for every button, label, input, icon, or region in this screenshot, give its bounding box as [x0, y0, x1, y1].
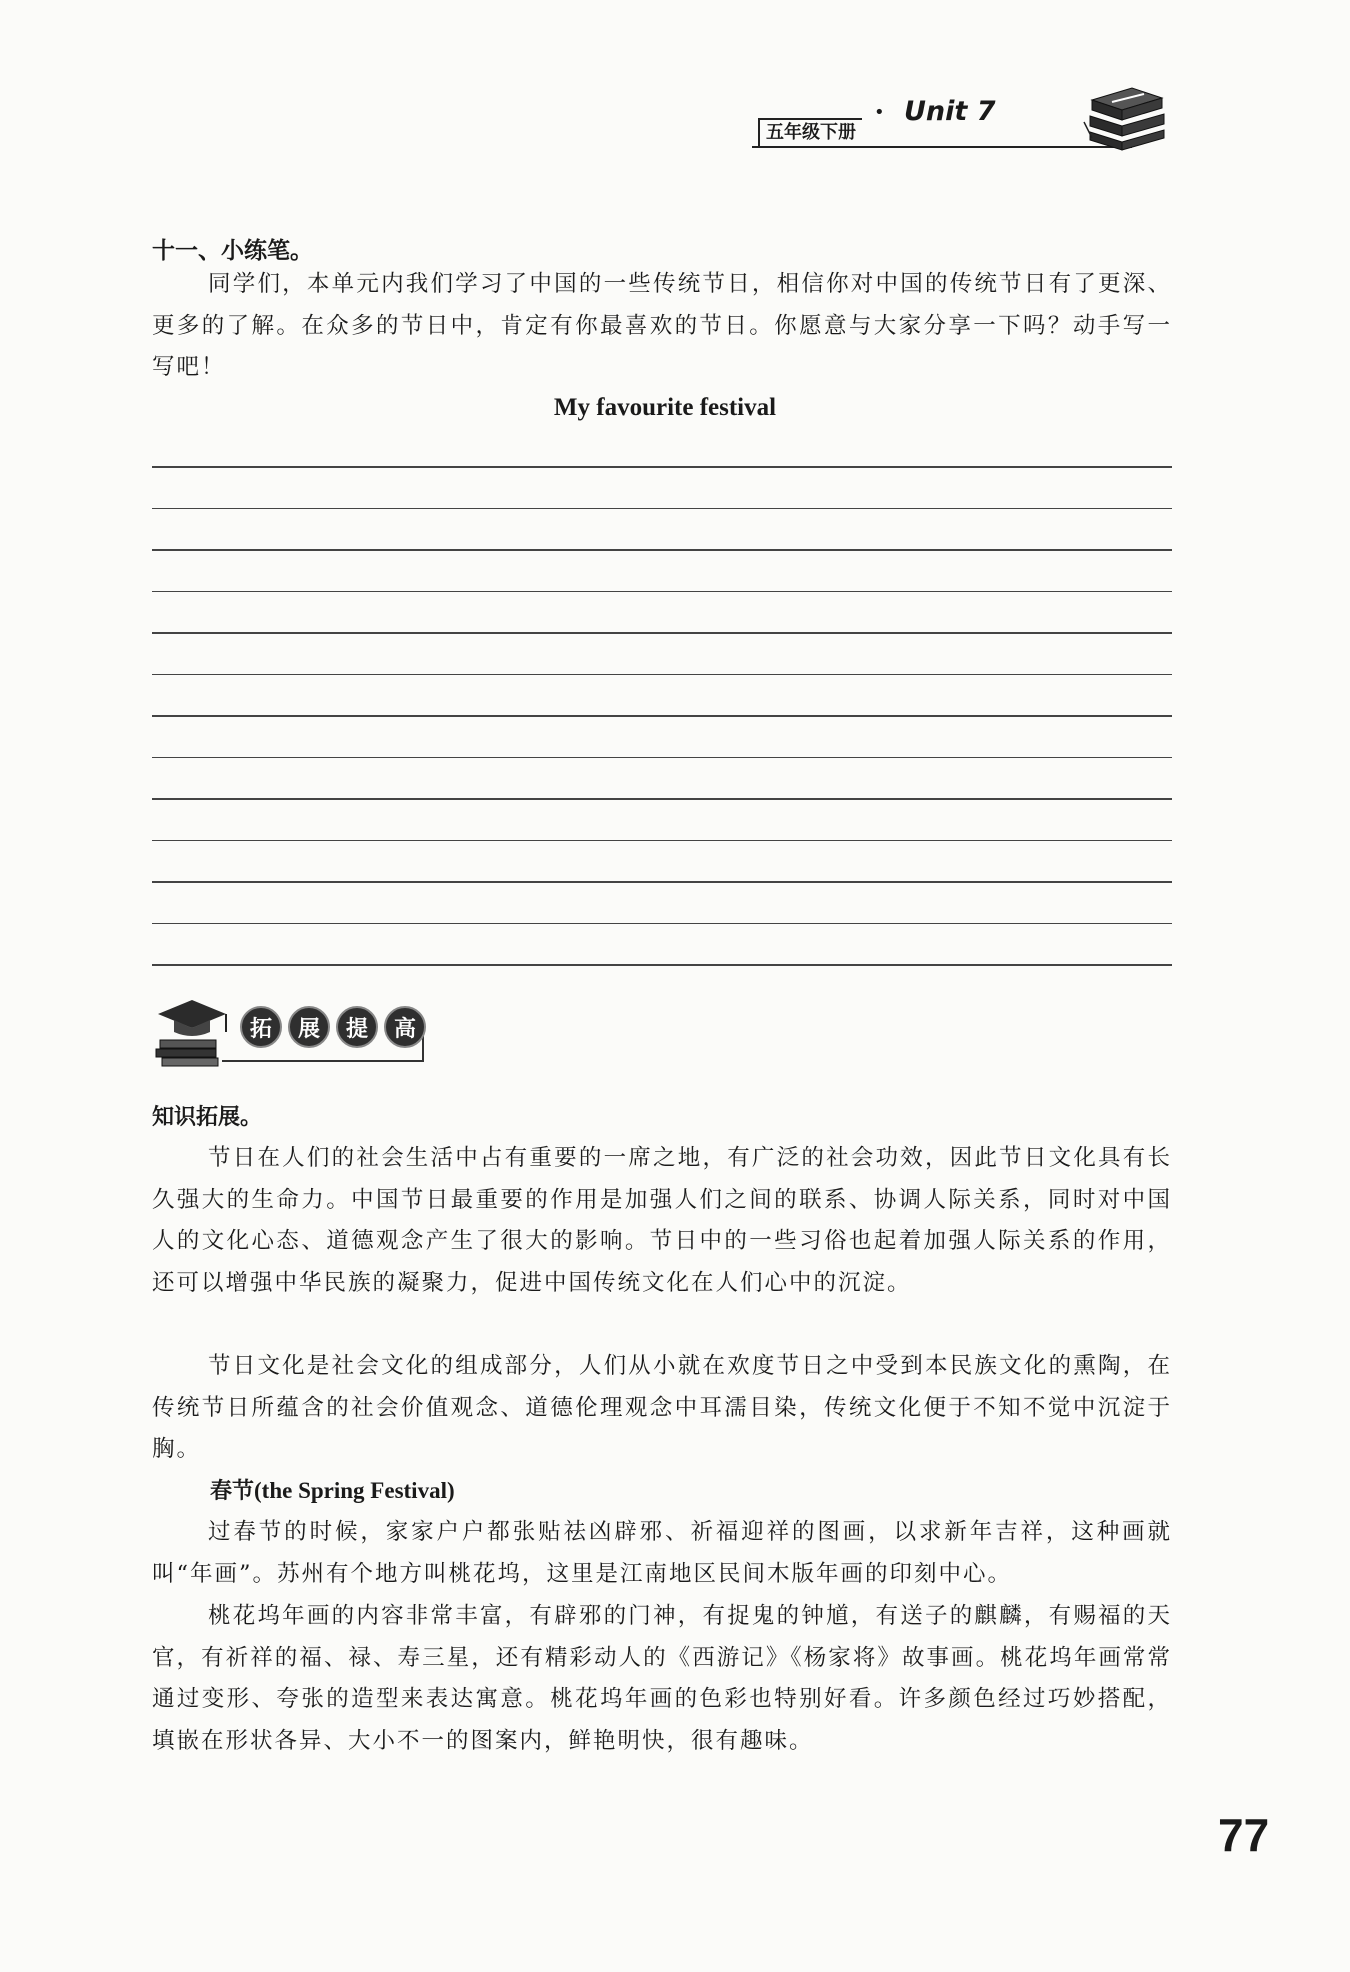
header-dot: • [874, 102, 885, 123]
writing-lines[interactable] [152, 466, 1172, 1006]
writing-line[interactable] [152, 881, 1172, 883]
books-icon [1082, 82, 1168, 152]
writing-title: My favourite festival [553, 394, 777, 421]
knowledge-heading: 知识拓展。 [152, 1105, 263, 1130]
writing-line[interactable] [152, 923, 1172, 925]
banner-char: 展 [288, 1006, 330, 1048]
festival-paragraph: 过春节的时候，家家户户都张贴祛凶辟邪、祈福迎祥的图画，以求新年吉祥，这种画就叫“年画”。苏州有个地方叫桃花坞，这里是江南地区民间木版年画的印刻中心。 [152, 1519, 1172, 1587]
knowledge-paragraph: 节日在人们的社会生活中占有重要的一席之地，有广泛的社会功效，因此节日文化具有长久强大的生命力。中国节日最重要的作用是加强人们之间的联系、协调人际关系，同时对中国人的文化心态、道德观念产生了很大的影响。节日中的一些习俗也起着加强人际关系的作用，还可以增强中华民族的凝聚力，促进中国传统文化在人们心中的沉淀。 [152, 1145, 1172, 1296]
exercise-title: 十一、小练笔。 [152, 238, 313, 264]
writing-line[interactable] [152, 632, 1172, 634]
writing-line[interactable] [152, 964, 1172, 966]
writing-line[interactable] [152, 466, 1172, 468]
banner-char: 提 [336, 1006, 378, 1048]
banner-title [240, 1006, 426, 1048]
festival-name-cn: 春节 [210, 1479, 255, 1504]
unit-label: Unit 7 [904, 96, 996, 127]
extension-banner [152, 992, 432, 1068]
writing-line[interactable] [152, 715, 1172, 717]
grade-label: 五年级下册 [758, 118, 862, 146]
banner-char: 拓 [240, 1006, 282, 1048]
page-number: 77 [1218, 1809, 1270, 1861]
writing-line[interactable] [152, 674, 1172, 676]
writing-line[interactable] [152, 757, 1172, 759]
festival-name-en: (the Spring Festival) [254, 1478, 455, 1503]
header-rule [752, 146, 1132, 148]
writing-line[interactable] [152, 840, 1172, 842]
writing-line[interactable] [152, 549, 1172, 551]
festival-heading [210, 1474, 455, 1505]
writing-line[interactable] [152, 508, 1172, 510]
writing-line[interactable] [152, 591, 1172, 593]
festival-paragraph: 桃花坞年画的内容非常丰富，有辟邪的门神，有捉鬼的钟馗，有送子的麒麟，有赐福的天官，有祈祥的福、禄、寿三星，还有精彩动人的《西游记》《杨家将》故事画。桃花坞年画常常通过变形、夸张的造型来表达寓意。桃花坞年画的色彩也特别好看。许多颜色经过巧妙搭配，填嵌在形状各异、大小不一的图案内，鲜艳明快，很有趣味。 [152, 1603, 1172, 1754]
graduation-cap-books-icon [152, 992, 232, 1068]
knowledge-paragraph: 节日文化是社会文化的组成部分，人们从小就在欢度节日之中受到本民族文化的熏陶，在传统节日所蕴含的社会价值观念、道德伦理观念中耳濡目染，传统文化便于不知不觉中沉淀于胸。 [152, 1353, 1172, 1462]
writing-line[interactable] [152, 798, 1172, 800]
exercise-instructions: 同学们，本单元内我们学习了中国的一些传统节日，相信你对中国的传统节日有了更深、更多的了解。在众多的节日中，肯定有你最喜欢的节日。你愿意与大家分享一下吗？动手写一写吧！ [152, 271, 1172, 380]
banner-char: 高 [384, 1006, 426, 1048]
page-header [752, 96, 1172, 156]
